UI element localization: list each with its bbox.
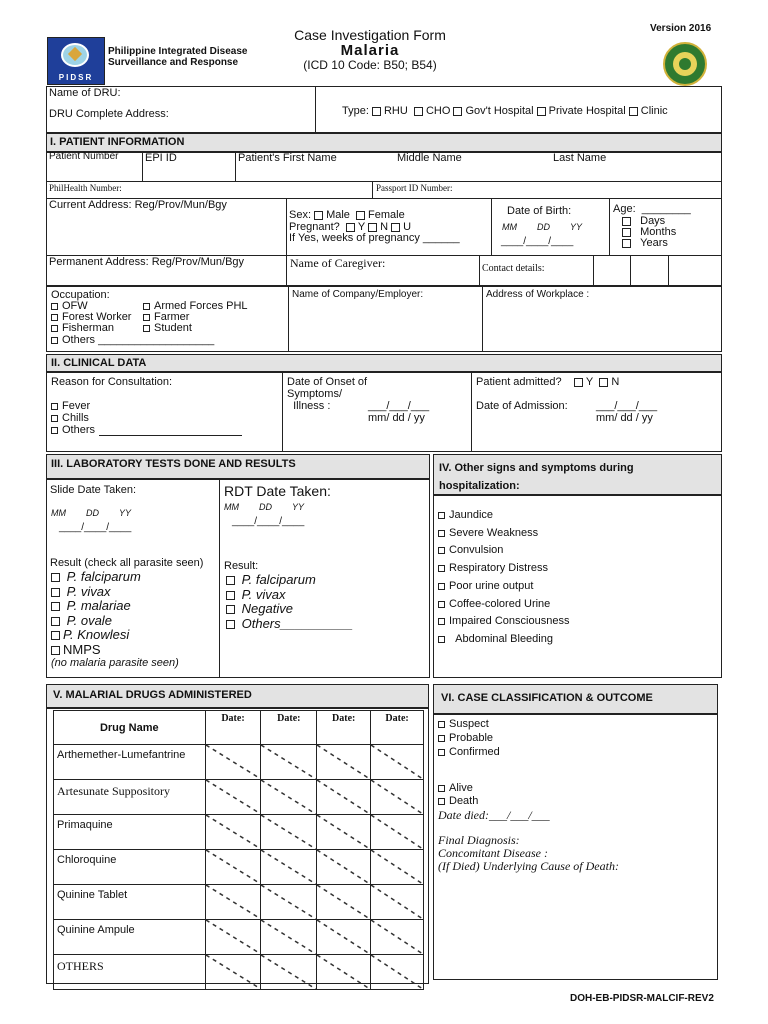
drug-date-cell[interactable] xyxy=(317,955,371,990)
current-address-field[interactable]: Current Address: Reg/Prov/Mun/Bgy xyxy=(49,199,227,211)
admitted-field: Patient admitted? Y N xyxy=(476,376,620,388)
signs-title: IV. Other signs and symptoms during hospitalization: xyxy=(439,462,634,492)
drug-row xyxy=(54,920,424,955)
dru-type-cho[interactable]: CHO xyxy=(414,105,450,117)
date-header-1: Date: xyxy=(205,711,261,745)
result-nmps[interactable]: NMPS xyxy=(51,642,101,657)
result-falciparum[interactable]: P. falciparum xyxy=(51,569,141,584)
occ-forest-worker[interactable]: Forest Worker xyxy=(51,311,131,323)
contact-field[interactable]: Contact details: xyxy=(482,263,545,274)
patient-number-field[interactable]: Patient Number xyxy=(49,151,119,162)
reason-label: Reason for Consultation: xyxy=(51,376,173,388)
date-header-2: Date: xyxy=(261,711,317,745)
rdt-negative[interactable]: Negative xyxy=(226,601,293,616)
org-line-1: Philippine Integrated Disease xyxy=(108,46,248,57)
result-ovale[interactable]: P. ovale xyxy=(51,613,112,628)
sign-convulsion[interactable]: Convulsion xyxy=(438,544,503,556)
result-knowlesi[interactable]: P. Knowlesi xyxy=(51,627,129,642)
form-title: Case Investigation Form xyxy=(294,27,446,43)
permanent-address-field[interactable]: Permanent Address: Reg/Prov/Mun/Bgy xyxy=(49,256,245,268)
drug-date-cell[interactable] xyxy=(371,745,424,780)
occ-student[interactable]: Student xyxy=(143,322,192,334)
org-line-2: Surveillance and Response xyxy=(108,57,239,68)
underlying-cause-field[interactable]: (If Died) Underlying Cause of Death: xyxy=(438,859,619,873)
dob-dd: DD xyxy=(537,222,550,232)
epi-id-field[interactable]: EPI ID xyxy=(145,152,177,164)
date-header-3: Date: xyxy=(317,711,371,745)
slide-dd: DD xyxy=(86,508,99,518)
result-vivax[interactable]: P. vivax xyxy=(51,584,110,599)
class-probable[interactable]: Probable xyxy=(438,732,493,744)
pregnant-field: Pregnant? Y N U xyxy=(289,221,412,233)
drug-date-cell[interactable] xyxy=(261,780,317,815)
icd-code: (ICD 10 Code: B50; B54) xyxy=(303,58,437,72)
drug-date-cell[interactable] xyxy=(317,745,371,780)
sign-poor-urine[interactable]: Poor urine output xyxy=(438,580,533,592)
rdt-falciparum[interactable]: P. falciparum xyxy=(226,572,316,587)
drug-name: Artesunate Suppository xyxy=(54,780,206,815)
drug-date-cell[interactable] xyxy=(317,850,371,885)
drugs-title: V. MALARIAL DRUGS ADMINISTERED xyxy=(53,689,252,701)
onset-label: Date of Onset of Symptoms/ Illness : xyxy=(287,376,368,412)
last-name-field[interactable]: Last Name xyxy=(553,152,607,164)
drug-row xyxy=(54,815,424,850)
occ-ofw[interactable]: OFW xyxy=(51,300,88,312)
occ-farmer[interactable]: Farmer xyxy=(143,311,189,323)
class-suspect[interactable]: Suspect xyxy=(438,718,489,730)
drug-name: Arthemether-Lumefantrine xyxy=(54,745,206,780)
clinical-title: II. CLINICAL DATA xyxy=(51,357,147,369)
drug-name: Chloroquine xyxy=(54,850,206,885)
form-code: DOH-EB-PIDSR-MALCIF-REV2 xyxy=(570,993,714,1004)
admission-date-format: mm/ dd / yy xyxy=(596,412,653,424)
disease-title: Malaria xyxy=(340,42,400,59)
drug-date-cell[interactable] xyxy=(205,815,261,850)
philhealth-field[interactable]: PhilHealth Number: xyxy=(49,183,122,193)
sign-abdominal-bleeding[interactable]: Abdominal Bleeding xyxy=(438,633,553,645)
drug-name: OTHERS xyxy=(54,955,206,990)
date-header-4: Date: xyxy=(371,711,424,745)
outcome-death[interactable]: Death xyxy=(438,795,478,807)
slide-date-label: Slide Date Taken: xyxy=(50,484,137,496)
rdt-date-field[interactable]: ____/____/____ xyxy=(232,516,305,527)
result-label: Result (check all parasite seen) xyxy=(50,557,204,569)
drug-date-cell[interactable] xyxy=(371,885,424,920)
middle-name-field[interactable]: Middle Name xyxy=(397,152,462,164)
reason-others[interactable]: Others xyxy=(51,424,95,436)
age-days[interactable]: Days xyxy=(622,215,665,227)
date-died-field[interactable]: Date died:___/___/___ xyxy=(438,808,550,822)
dob-mm: MM xyxy=(502,222,517,232)
pidsr-logo: PIDSR xyxy=(47,37,105,85)
sex-field: Sex: Male Female xyxy=(289,209,405,221)
admitted-n[interactable]: N xyxy=(599,376,619,388)
drug-date-cell[interactable] xyxy=(371,815,424,850)
drug-name: Quinine Ampule xyxy=(54,920,206,955)
admission-date-field[interactable]: ___/___/___ xyxy=(596,400,658,412)
rdt-yy: YY xyxy=(292,502,305,512)
drug-row xyxy=(54,745,424,780)
dru-type xyxy=(342,105,668,117)
occ-fisherman[interactable]: Fisherman xyxy=(51,322,114,334)
drug-date-cell[interactable] xyxy=(371,920,424,955)
reason-chills[interactable]: Chills xyxy=(51,412,89,424)
drug-date-cell[interactable] xyxy=(205,780,261,815)
patient-info-title: I. PATIENT INFORMATION xyxy=(50,136,185,148)
dru-type-govt[interactable]: Gov't Hospital xyxy=(453,105,533,117)
rdt-others[interactable]: Others__________ xyxy=(226,616,353,631)
admission-label: Date of Admission: xyxy=(476,400,568,412)
passport-field[interactable]: Passport ID Number: xyxy=(376,183,453,193)
rdt-vivax[interactable]: P. vivax xyxy=(226,587,285,602)
drug-date-cell[interactable] xyxy=(371,955,424,990)
admitted-y[interactable]: Y xyxy=(574,376,593,388)
age-months[interactable]: Months xyxy=(622,226,676,238)
pregnant-n[interactable]: N xyxy=(368,221,388,233)
drug-name-header: Drug Name xyxy=(54,711,206,745)
slide-date-field[interactable]: ____/____/____ xyxy=(59,522,132,533)
drug-date-cell[interactable] xyxy=(317,920,371,955)
dob-label: Date of Birth: xyxy=(507,205,572,217)
rdt-result-label: Result: xyxy=(224,560,259,572)
drug-date-cell[interactable] xyxy=(261,850,317,885)
dob-yy: YY xyxy=(570,222,583,232)
slide-yy: YY xyxy=(119,508,132,518)
drug-date-cell[interactable] xyxy=(371,780,424,815)
dru-type-private[interactable]: Private Hospital xyxy=(537,105,626,117)
drug-date-cell[interactable] xyxy=(205,885,261,920)
outcome-alive[interactable]: Alive xyxy=(438,782,473,794)
drug-row xyxy=(54,850,424,885)
drug-date-cell[interactable] xyxy=(317,885,371,920)
caregiver-field[interactable]: Name of Caregiver: xyxy=(290,256,386,270)
rdt-dd: DD xyxy=(259,502,272,512)
clinical-header xyxy=(46,354,722,372)
dru-name-field[interactable]: Name of DRU: xyxy=(49,87,121,99)
drug-date-cell[interactable] xyxy=(205,745,261,780)
lab-title: III. LABORATORY TESTS DONE AND RESULTS xyxy=(51,458,296,470)
drug-row xyxy=(54,780,424,815)
drug-date-cell[interactable] xyxy=(205,955,261,990)
sign-coffee-urine[interactable]: Coffee-colored Urine xyxy=(438,598,550,610)
onset-date-format: mm/ dd / yy xyxy=(368,412,425,424)
occ-others[interactable]: Others ___________________ xyxy=(51,334,214,346)
drug-date-cell[interactable] xyxy=(261,745,317,780)
onset-date-field[interactable]: ___/___/___ xyxy=(368,400,430,412)
age-years[interactable]: Years xyxy=(622,237,668,249)
no-parasite-note: (no malaria parasite seen) xyxy=(51,657,179,669)
drug-date-cell[interactable] xyxy=(261,955,317,990)
drug-date-cell[interactable] xyxy=(317,815,371,850)
dru-type-clinic[interactable]: Clinic xyxy=(629,105,668,117)
sign-severe-weakness[interactable]: Severe Weakness xyxy=(438,527,538,539)
drug-date-cell[interactable] xyxy=(205,850,261,885)
doh-seal xyxy=(663,42,707,86)
concomitant-field[interactable]: Concomitant Disease : xyxy=(438,846,548,860)
dob-field[interactable]: ____/____/____ xyxy=(501,236,574,247)
outcome-title: VI. CASE CLASSIFICATION & OUTCOME xyxy=(441,692,653,704)
employer-field[interactable]: Name of Company/Employer: xyxy=(292,289,424,300)
dru-type-rhu[interactable]: RHU xyxy=(372,105,408,117)
drug-date-cell[interactable] xyxy=(261,920,317,955)
sign-jaundice[interactable]: Jaundice xyxy=(438,509,493,521)
drug-date-cell[interactable] xyxy=(371,850,424,885)
reason-fever[interactable]: Fever xyxy=(51,400,90,412)
drug-date-cell[interactable] xyxy=(261,815,317,850)
dru-type-label: Type: xyxy=(342,105,369,117)
sign-respiratory-distress[interactable]: Respiratory Distress xyxy=(438,562,548,574)
pregnant-u[interactable]: U xyxy=(391,221,411,233)
rdt-date-label: RDT Date Taken: xyxy=(224,483,331,499)
dru-address-field[interactable]: DRU Complete Address: xyxy=(49,108,169,120)
pregnancy-weeks-field[interactable]: If Yes, weeks of pregnancy ______ xyxy=(289,232,460,244)
drug-date-cell[interactable] xyxy=(205,920,261,955)
drug-name: Primaquine xyxy=(54,815,206,850)
slide-mm: MM xyxy=(51,508,66,518)
drug-name: Quinine Tablet xyxy=(54,885,206,920)
sign-impaired-consciousness[interactable]: Impaired Consciousness xyxy=(438,615,569,627)
drug-date-cell[interactable] xyxy=(317,780,371,815)
org-name xyxy=(108,46,247,68)
result-malariae[interactable]: P. malariae xyxy=(51,598,131,613)
age-field[interactable]: Age: ________ xyxy=(613,203,691,215)
occupation-label: Occupation: xyxy=(51,289,110,301)
version-label: Version 2016 xyxy=(650,23,712,34)
drug-row xyxy=(54,955,424,990)
final-diagnosis-field[interactable]: Final Diagnosis: xyxy=(438,833,520,847)
class-confirmed[interactable]: Confirmed xyxy=(438,746,500,758)
rdt-mm: MM xyxy=(224,502,239,512)
drug-date-cell[interactable] xyxy=(261,885,317,920)
first-name-field[interactable]: Patient's First Name xyxy=(238,152,337,164)
pregnant-y[interactable]: Y xyxy=(346,221,365,233)
drugs-table xyxy=(53,710,424,990)
sex-male-checkbox[interactable]: Male xyxy=(314,209,350,221)
sex-female-checkbox[interactable]: Female xyxy=(356,209,405,221)
workplace-field[interactable]: Address of Workplace : xyxy=(486,289,590,300)
occ-armed-forces[interactable]: Armed Forces PHL xyxy=(143,300,248,312)
drug-row xyxy=(54,885,424,920)
